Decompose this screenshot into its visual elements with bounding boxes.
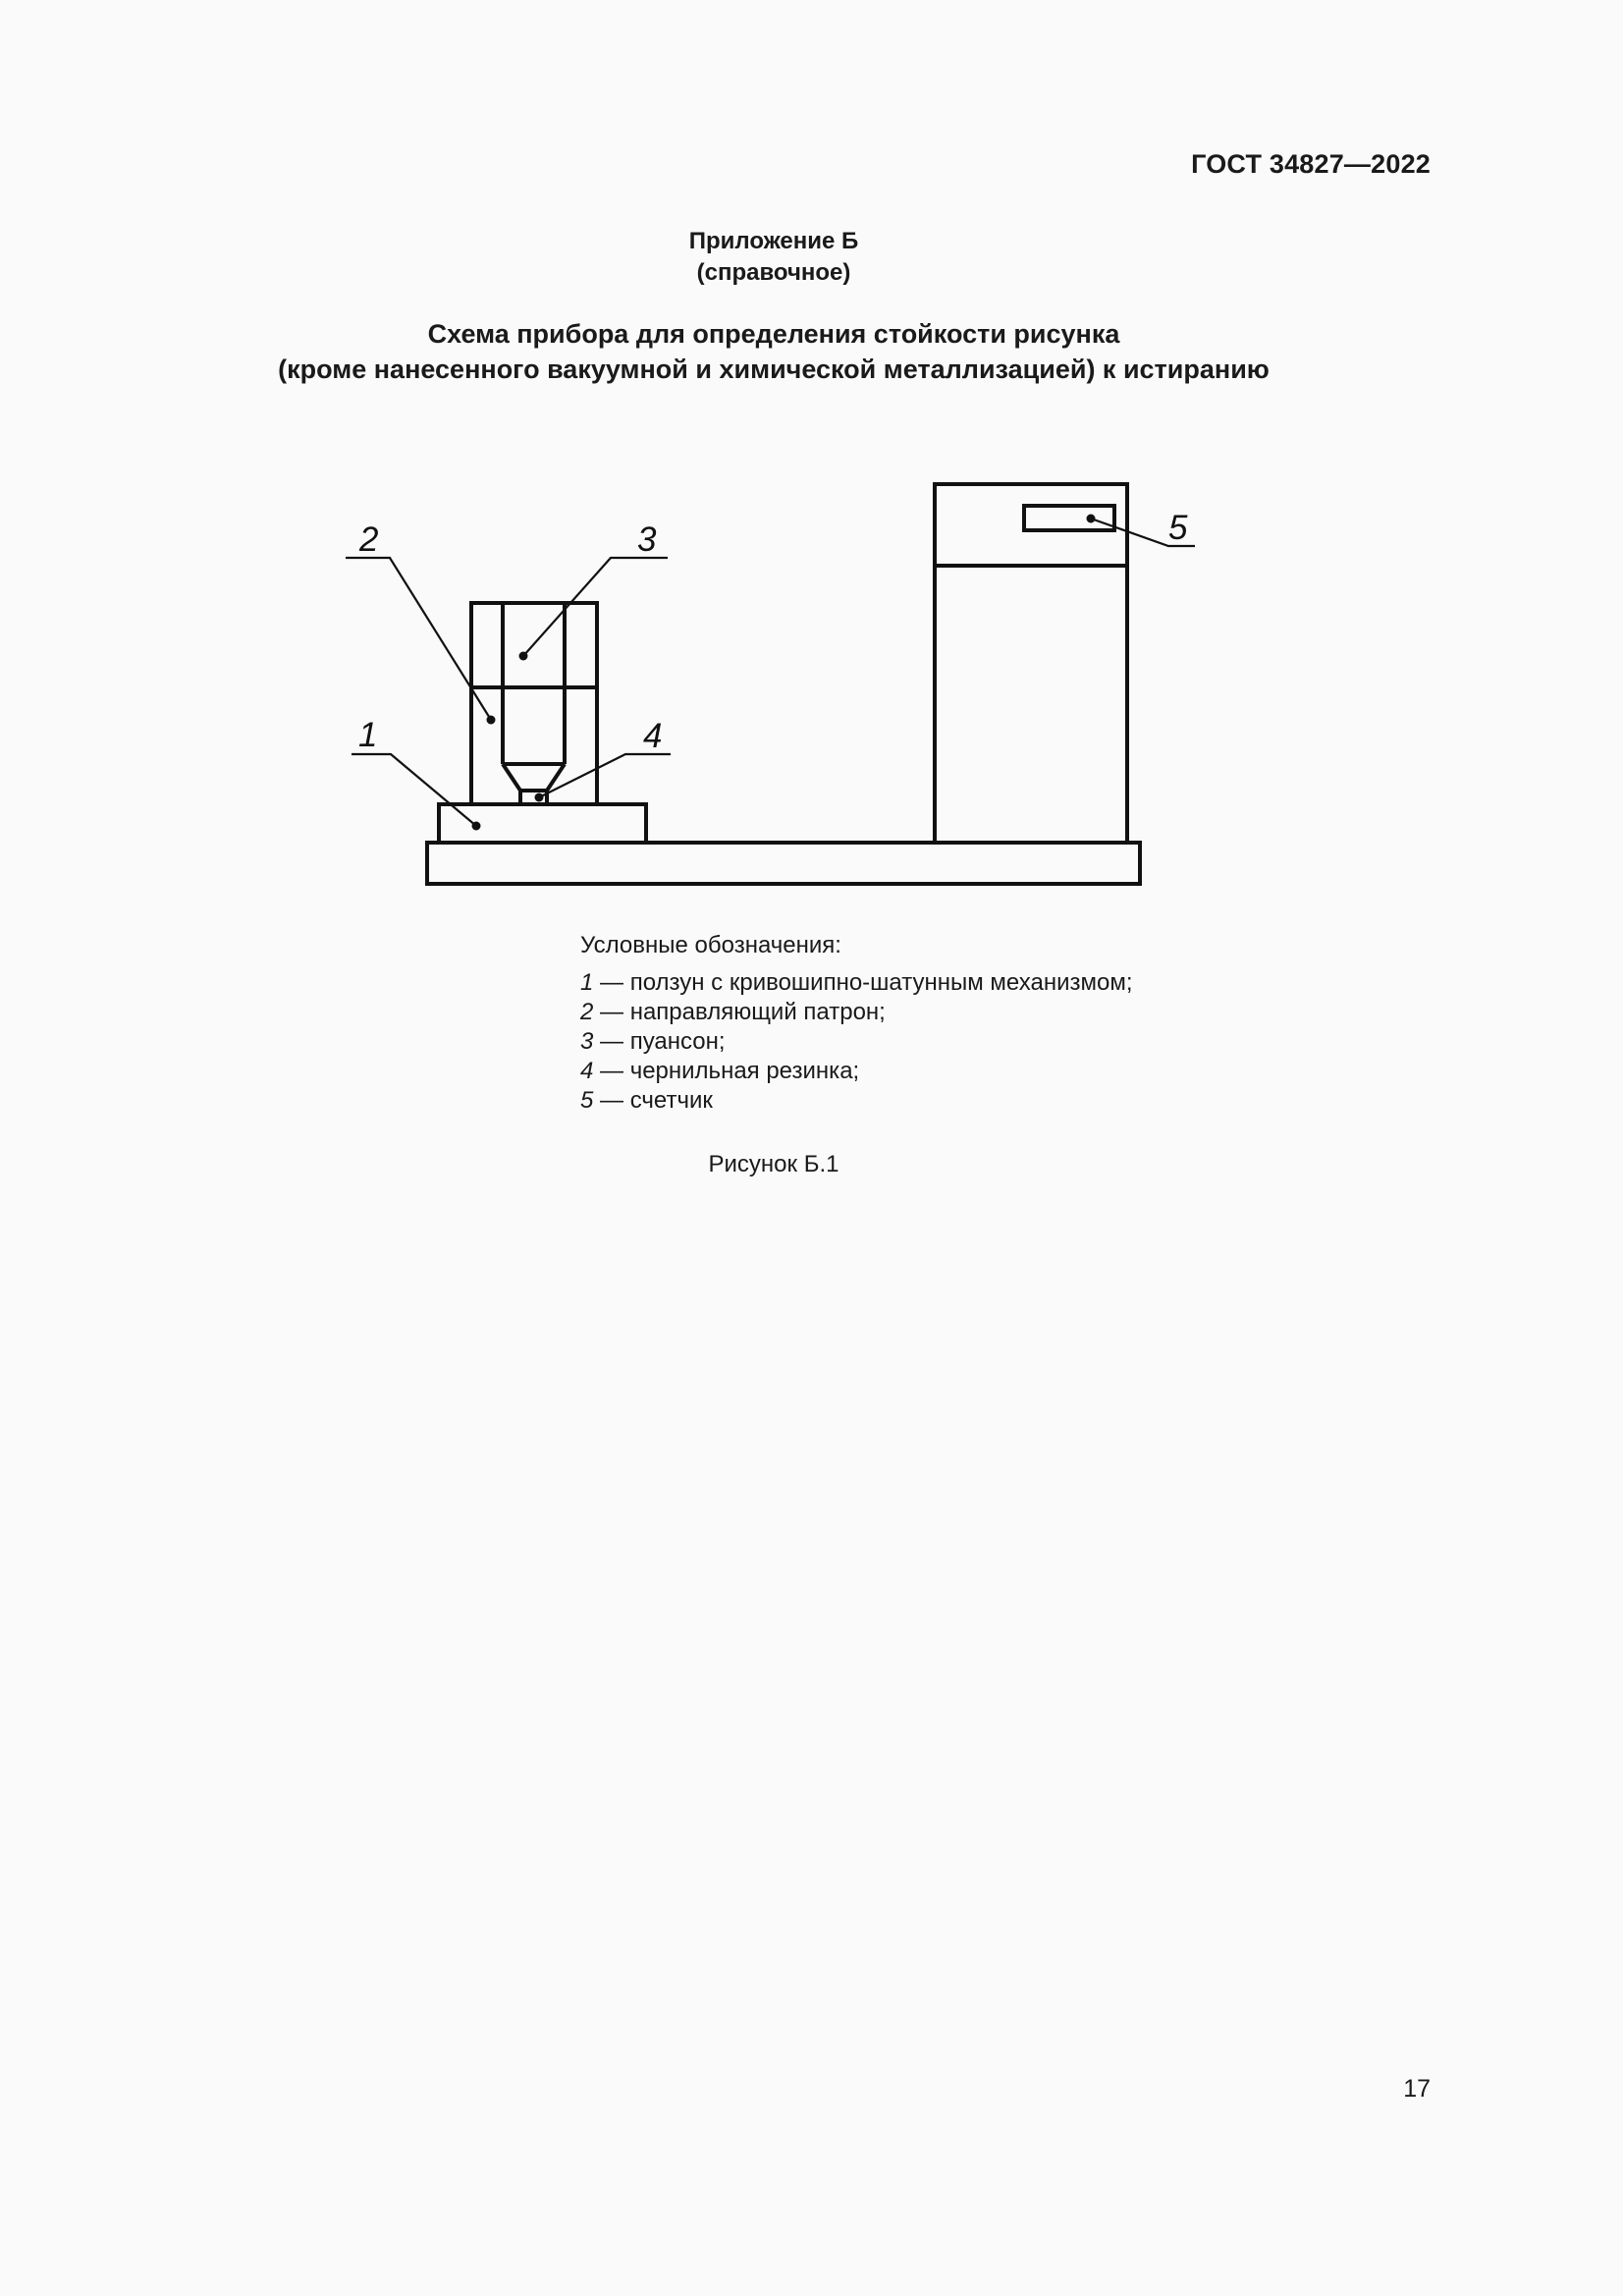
leader-dot-4 bbox=[535, 793, 544, 802]
legend-item-text: — пуансон; bbox=[593, 1028, 726, 1055]
figure-caption: Рисунок Б.1 bbox=[708, 1151, 839, 1177]
legend-heading: Условные обозначения: bbox=[580, 932, 841, 958]
callout-4: 4 bbox=[643, 717, 663, 755]
apparatus-diagram bbox=[0, 0, 1623, 933]
legend-item-number: 1 bbox=[580, 969, 594, 996]
legend-item bbox=[580, 1086, 1133, 1116]
counter-display bbox=[1024, 506, 1114, 530]
legend-item-number: 2 bbox=[580, 999, 594, 1025]
leader-dot-1 bbox=[472, 822, 481, 831]
legend bbox=[580, 931, 1133, 1116]
legend-item-text: — чернильная резинка; bbox=[593, 1058, 860, 1084]
document-code: ГОСТ 34827—2022 bbox=[1191, 149, 1431, 179]
leader-dot-5 bbox=[1087, 515, 1096, 523]
legend-item-number: 3 bbox=[580, 1028, 594, 1055]
legend-item-text: — счетчик bbox=[593, 1087, 713, 1114]
leader-dot-3 bbox=[519, 652, 528, 661]
legend-item-number: 4 bbox=[580, 1058, 594, 1084]
punch-taper bbox=[503, 764, 565, 791]
annex-kind: (справочное) bbox=[696, 259, 851, 286]
leader-line-2 bbox=[346, 558, 491, 720]
page-number: 17 bbox=[1403, 2075, 1431, 2103]
annex-title: Приложение Б bbox=[688, 228, 859, 254]
figure-title-line-1: Схема прибора для определения стойкости рисунка bbox=[427, 319, 1120, 349]
leader-dot-2 bbox=[487, 716, 496, 725]
counter-housing bbox=[935, 484, 1127, 843]
legend-item-number: 5 bbox=[580, 1087, 594, 1114]
slider-block bbox=[439, 804, 646, 843]
callout-3: 3 bbox=[637, 520, 657, 559]
base-plate bbox=[427, 843, 1140, 884]
callout-2: 2 bbox=[359, 520, 379, 559]
guide-chuck bbox=[471, 603, 597, 804]
legend-item bbox=[580, 1057, 1133, 1086]
figure-title-line-2: (кроме нанесенного вакуумной и химической металлизацией) к истиранию bbox=[278, 355, 1270, 384]
legend-item bbox=[580, 968, 1133, 998]
leader-line-1 bbox=[352, 754, 476, 826]
legend-item-text: — направляющий патрон; bbox=[593, 999, 886, 1025]
legend-item-text: — ползун с кривошипно-шатунным механизмом; bbox=[593, 969, 1133, 996]
legend-item bbox=[580, 1027, 1133, 1057]
legend-item bbox=[580, 998, 1133, 1027]
callout-1: 1 bbox=[358, 716, 378, 754]
callout-5: 5 bbox=[1168, 509, 1188, 547]
